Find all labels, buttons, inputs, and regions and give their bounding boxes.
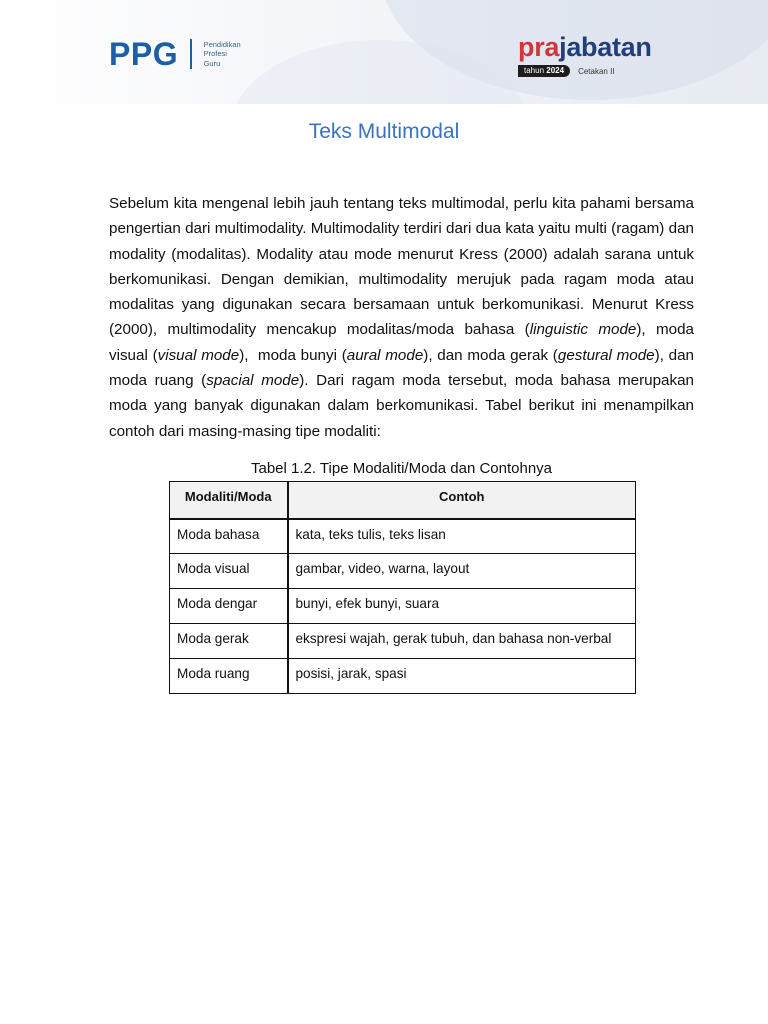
table-header-cell: Contoh	[288, 482, 636, 519]
ppg-logo	[109, 38, 241, 70]
table-cell-example: posisi, jarak, spasi	[288, 659, 636, 694]
paragraph-text: ), moda visual (	[109, 321, 694, 364]
ppg-logo-subtitle-line: Pendidikan	[203, 39, 241, 49]
table-cell-modality: Moda bahasa	[170, 519, 288, 554]
table-cell-modality: Moda ruang	[170, 659, 288, 694]
ppg-logo-subtitle	[204, 40, 241, 69]
table-cell-example: gambar, video, warna, layout	[288, 554, 636, 589]
table-cell-example: bunyi, efek bunyi, suara	[288, 589, 636, 624]
table-row	[170, 554, 636, 589]
ppg-logo-subtitle-line: Guru	[203, 58, 221, 68]
paragraph-italic-term: aural mode	[346, 346, 424, 364]
table-header-row	[170, 482, 636, 519]
page-title: Teks Multimodal	[308, 120, 460, 143]
paragraph-text: ), dan moda gerak (	[423, 346, 558, 364]
paragraph-text: ). Dari ragam moda tersebut, moda bahasa merupakan moda yang banyak digunakan dalam berkomunikasi. Tabel berikut ini menampilkan contoh dari masing-masing tipe modaliti:	[109, 372, 694, 440]
table-row	[170, 659, 636, 694]
prajabatan-logo	[518, 32, 652, 77]
prajabatan-year-label: tahun	[524, 66, 545, 75]
table-cell-modality: Moda visual	[170, 554, 288, 589]
prajabatan-logo-jabatan: jabatan	[559, 32, 652, 62]
prajabatan-logo-meta	[518, 65, 652, 77]
prajabatan-edition: Cetakan II	[578, 66, 615, 76]
paragraph-italic-term: linguistic mode	[529, 321, 637, 339]
paragraph-italic-term: visual mode	[157, 346, 240, 364]
table-row	[170, 519, 636, 554]
paragraph-italic-term: gestural mode	[557, 346, 655, 364]
prajabatan-year-value: 2024	[546, 66, 565, 75]
paragraph-italic-term: spacial mode	[206, 372, 300, 390]
modality-table	[169, 481, 636, 694]
table-cell-modality: Moda dengar	[170, 589, 288, 624]
paragraph-text: ), dan moda ruang (	[109, 346, 694, 390]
body-paragraph	[109, 191, 694, 444]
ppg-logo-subtitle-line: Profesi	[203, 49, 227, 59]
prajabatan-year-badge	[518, 65, 570, 77]
table-cell-modality: Moda gerak	[170, 624, 288, 659]
table-header-cell: Modaliti/Moda	[170, 482, 288, 519]
table-cell-example: ekspresi wajah, gerak tubuh, dan bahasa non-verbal	[288, 624, 636, 659]
ppg-logo-divider	[190, 39, 192, 69]
table-cell-example: kata, teks tulis, teks lisan	[288, 519, 636, 554]
table-row	[170, 624, 636, 659]
prajabatan-logo-pra: pra	[518, 32, 560, 62]
paragraph-text: Sebelum kita mengenal lebih jauh tentang teks multimodal, perlu kita pahami bersama pengertian dari multimodality. Multimodality terdiri dari dua kata yaitu multi (ragam) dan modality (modalitas). Modality atau mode menurut Kress (2000) adalah sarana untuk berkomunikasi. Dengan demikian, multimodality merujuk pada ragam moda atau modalitas yang digunakan secara bersamaan untuk berkomunikasi. Menurut Kress (2000), multimodality mencakup modalitas/moda bahasa (	[109, 195, 694, 339]
ppg-logo-word: PPG	[109, 36, 179, 72]
table-caption: Tabel 1.2. Tipe Modaliti/Moda dan Contohnya	[250, 460, 553, 477]
page-header	[0, 0, 768, 104]
table-row	[170, 589, 636, 624]
prajabatan-logo-word	[518, 32, 652, 62]
paragraph-text: ), moda bunyi (	[239, 346, 347, 364]
